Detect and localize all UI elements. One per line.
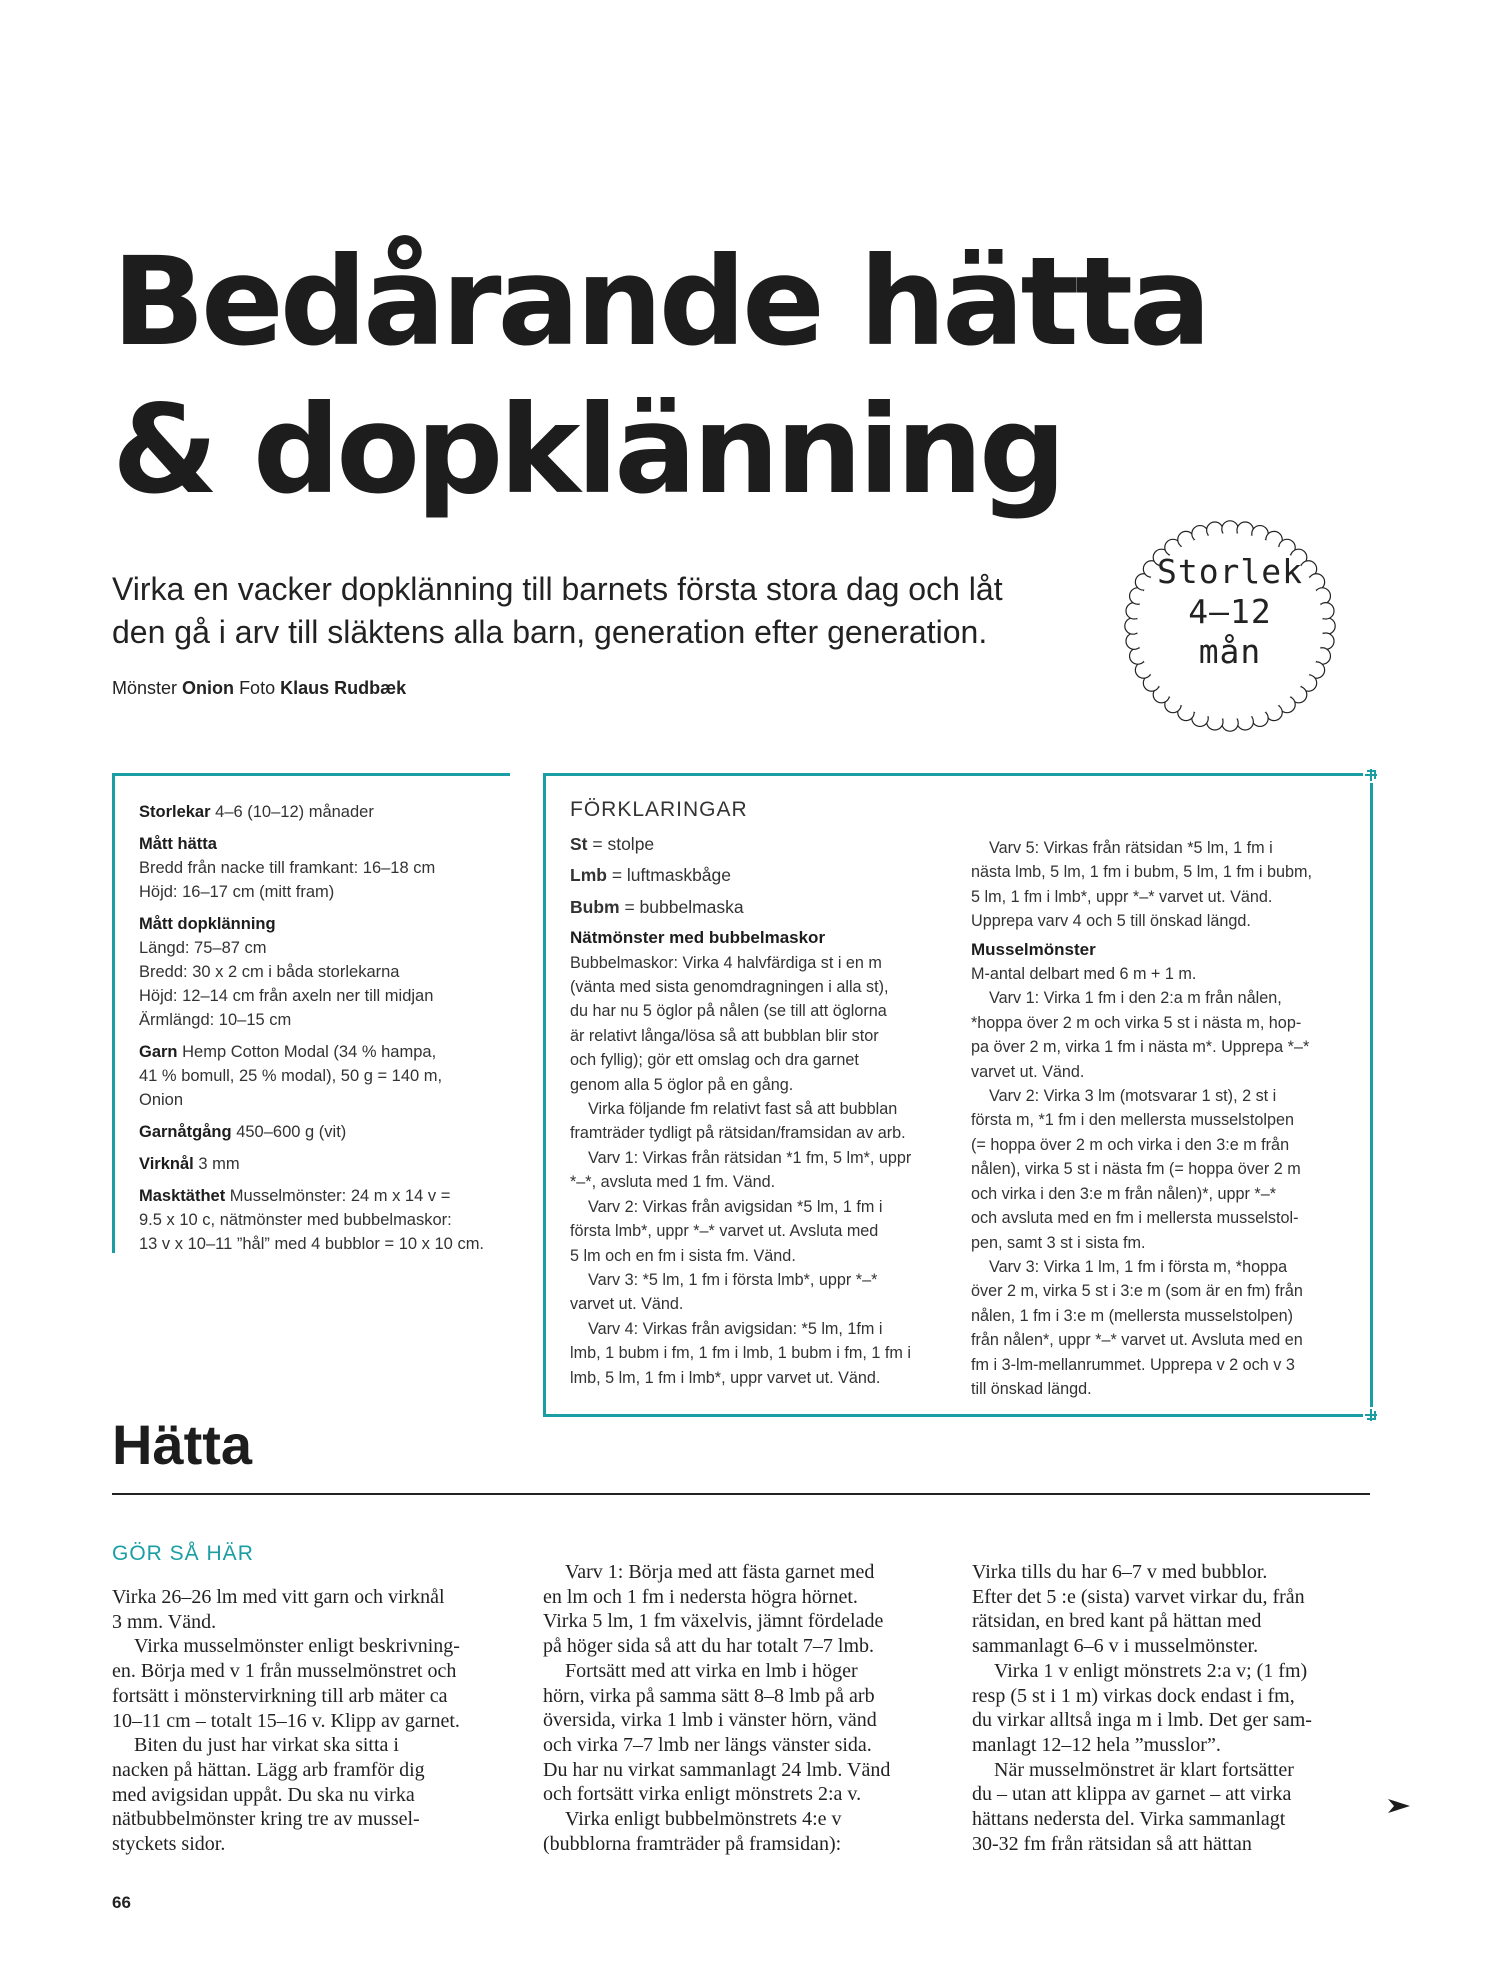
abbr-definition bbox=[570, 832, 935, 856]
text-line: fm i 3-lm-mellanrummet. Upprepa v 2 och v 3 bbox=[971, 1355, 1295, 1374]
abbr-meaning: = luftmaskbåge bbox=[611, 865, 731, 886]
text-line: pen, samt 3 st i sista fm. bbox=[971, 1233, 1146, 1252]
text-line: Virka enligt bubbelmönstrets 4:e v bbox=[565, 1808, 842, 1831]
text-line: (vänta med sista genomdragningen i alla st), bbox=[570, 978, 889, 997]
divider bbox=[112, 1493, 1370, 1495]
text-line: Virka tills du har 6–7 v med bubblor. bbox=[972, 1561, 1268, 1583]
continue-arrow-icon bbox=[1388, 1798, 1410, 1814]
body-paragraph bbox=[972, 1560, 1372, 1659]
abbr: Bubm bbox=[570, 896, 620, 917]
legend-box bbox=[543, 773, 1373, 1417]
text-line: är relativt långa/lösa så att bubblan blir stor bbox=[570, 1026, 879, 1045]
text-line: rätsidan, en bred kant på hättan med bbox=[972, 1610, 1262, 1633]
text-line: 5 lm och en fm i sista fm. Vänd. bbox=[570, 1246, 796, 1265]
text-line: Upprepa varv 4 och 5 till önskad längd. bbox=[971, 912, 1251, 931]
text-line: Varv 5: Virkas från rätsidan *5 lm, 1 fm i bbox=[989, 839, 1273, 857]
text-line: en lm och 1 fm i nedersta högra hörnet. bbox=[543, 1585, 858, 1608]
spec-line: Bredd: 30 x 2 cm i båda storlekarna bbox=[139, 963, 400, 981]
abbr-meaning: = bubbelmaska bbox=[624, 896, 744, 917]
text-line: 3 mm. Vänd. bbox=[112, 1610, 217, 1633]
spec-gauge bbox=[139, 1184, 510, 1256]
text-line: nätbubbelmönster kring tre av mussel- bbox=[112, 1808, 420, 1831]
legend-paragraph bbox=[570, 1146, 935, 1195]
abbr-meaning: = stolpe bbox=[592, 834, 655, 854]
text-line: Varv 1: Börja med att fästa garnet med bbox=[565, 1561, 875, 1583]
credits bbox=[112, 678, 406, 699]
text-line: på höger sida så att du har totalt 7–7 lmb. bbox=[543, 1635, 875, 1658]
legend-paragraph: M-antal delbart med 6 m + 1 m. bbox=[971, 965, 1197, 984]
pattern-label: Mönster bbox=[112, 678, 178, 698]
text-line: från nålen*, uppr *–* varvet ut. Avsluta med en bbox=[971, 1331, 1303, 1350]
legend-paragraph bbox=[570, 1097, 935, 1146]
text-line: styckets sidor. bbox=[112, 1833, 226, 1856]
legend-paragraph bbox=[570, 1195, 935, 1268]
legend-paragraph bbox=[971, 836, 1351, 934]
spec-line: Onion bbox=[139, 1091, 184, 1109]
instructions-label: GÖR SÅ HÄR bbox=[112, 1542, 254, 1565]
text-line: 10–11 cm – totalt 15–16 v. Klipp av garnet. bbox=[112, 1709, 460, 1732]
corner-ornament-icon bbox=[1362, 766, 1380, 784]
text-line: Virka följande fm relativt fast så att bubblan bbox=[588, 1100, 898, 1119]
legend-paragraph bbox=[971, 986, 1351, 1084]
text-line: 5 lm, 1 fm i lmb*, uppr *–* varvet ut. Vänd. bbox=[971, 887, 1273, 906]
spec-line: Musselmönster: 24 m x 14 v = bbox=[229, 1187, 451, 1205]
text-line: du har nu 5 öglor på nålen (se till att öglorna bbox=[570, 1002, 887, 1021]
text-line: Virka musselmönster enligt beskrivning- bbox=[134, 1635, 460, 1658]
text-line: Varv 3: *5 lm, 1 fm i första lmb*, uppr *–* bbox=[588, 1270, 878, 1289]
spec-yarn bbox=[139, 1040, 510, 1112]
text-line: Fortsätt med att virka en lmb i höger bbox=[565, 1659, 858, 1682]
abbr-definition bbox=[570, 863, 935, 887]
text-line: Virka 1 v enligt mönstrets 2:a v; (1 fm) bbox=[994, 1659, 1308, 1682]
text-line: (bubblorna framträder på framsidan): bbox=[543, 1832, 842, 1855]
text-line: första lmb*, uppr *–* varvet ut. Avsluta med bbox=[570, 1222, 879, 1241]
intro-text bbox=[112, 568, 1092, 654]
photo-label: Foto bbox=[239, 678, 276, 698]
text-line: Biten du just har virkat ska sitta i bbox=[134, 1734, 399, 1757]
text-line: *–*, avsluta med 1 fm. Vänd. bbox=[570, 1173, 776, 1192]
size-badge bbox=[1124, 552, 1336, 672]
title-line-2: & dopklänning bbox=[112, 379, 1063, 521]
text-line: översida, virka 1 lmb i vänster hörn, vänd bbox=[543, 1709, 877, 1732]
specs-box bbox=[112, 773, 510, 1253]
text-line: Varv 1: Virka 1 fm i den 2:a m från nålen, bbox=[989, 989, 1282, 1008]
spec-hat-measure bbox=[139, 832, 510, 904]
text-line: Varv 2: Virkas från avigsidan *5 lm, 1 fm i bbox=[588, 1197, 883, 1216]
text-line: nacken på hättan. Lägg arb framför dig bbox=[112, 1758, 425, 1781]
text-line: *hoppa över 2 m och virka 5 st i nästa m, hop- bbox=[971, 1013, 1302, 1032]
legend-column-left bbox=[570, 832, 935, 1390]
abbr: St bbox=[570, 834, 588, 854]
text-line: till önskad längd. bbox=[971, 1379, 1092, 1398]
spec-line: 41 % bomull, 25 % modal), 50 g = 140 m, bbox=[139, 1067, 443, 1085]
text-line: varvet ut. Vänd. bbox=[971, 1062, 1085, 1081]
text-line: Virka 5 lm, 1 fm växelvis, jämnt fördelade bbox=[543, 1610, 884, 1633]
text-line: genom alla 5 öglor på en gång. bbox=[570, 1075, 794, 1094]
text-line: Du har nu virkat sammanlagt 24 lmb. Vänd bbox=[543, 1758, 891, 1781]
intro-line: den gå i arv till släktens alla barn, generation efter generation. bbox=[112, 614, 988, 650]
spec-sizes bbox=[139, 800, 510, 824]
text-line: Efter det 5 :e (sista) varvet virkar du, från bbox=[972, 1585, 1305, 1608]
text-line: Varv 3: Virka 1 lm, 1 fm i första m, *hoppa bbox=[989, 1257, 1288, 1276]
text-line: sammanlagt 6–6 v i musselmönster. bbox=[972, 1635, 1259, 1658]
badge-line: Storlek bbox=[1156, 552, 1304, 591]
badge-line: mån bbox=[1198, 632, 1262, 671]
spec-hook bbox=[139, 1152, 510, 1176]
text-line: hättans nedersta del. Virka sammanlagt bbox=[972, 1808, 1286, 1831]
page-title bbox=[112, 228, 1262, 524]
intro-line: Virka en vacker dopklänning till barnets första stora dag och låt bbox=[112, 571, 1003, 607]
legend-title: FÖRKLARINGAR bbox=[570, 798, 748, 821]
spec-line: Höjd: 12–14 cm från axeln ner till midjan bbox=[139, 987, 434, 1005]
spec-value: 4–6 (10–12) månader bbox=[215, 803, 374, 821]
legend-paragraph bbox=[971, 1255, 1351, 1401]
text-line: och fyllig); gör ett omslag och dra garnet bbox=[570, 1051, 859, 1070]
spec-label: Virknål bbox=[139, 1155, 194, 1173]
body-column-2 bbox=[543, 1560, 943, 1856]
legend-column-right bbox=[971, 836, 1351, 1401]
spec-heading: Mått dopklänning bbox=[139, 915, 276, 933]
text-line: Varv 2: Virka 3 lm (motsvarar 1 st), 2 st i bbox=[989, 1087, 1277, 1106]
text-line: lmb, 1 bubm i fm, 1 fm i lmb, 1 bubm i fm, 1 fm i bbox=[570, 1344, 911, 1363]
text-line: framträder tydligt på rätsidan/framsidan av arb. bbox=[570, 1124, 906, 1143]
text-line: och fortsätt virka enligt mönstrets 2:a v. bbox=[543, 1783, 862, 1806]
spec-heading: Mått hätta bbox=[139, 835, 217, 853]
text-line: och virka 7–7 lmb ner längs vänster sida. bbox=[543, 1733, 872, 1756]
spec-dress-measure bbox=[139, 912, 510, 1032]
spec-line: Bredd från nacke till framkant: 16–18 cm bbox=[139, 859, 436, 877]
text-line: nålen), virka 5 st i nästa fm (= hoppa över 2 m bbox=[971, 1160, 1301, 1179]
spec-label: Garnåtgång bbox=[139, 1123, 232, 1141]
spec-consumption bbox=[139, 1120, 510, 1144]
badge-line: 4–12 bbox=[1188, 592, 1272, 631]
text-line: pa över 2 m, virka 1 fm i nästa m*. Upprepa *–* bbox=[971, 1038, 1310, 1057]
text-line: 30-32 fm från rätsidan så att hättan bbox=[972, 1832, 1252, 1855]
body-paragraph bbox=[112, 1733, 512, 1857]
legend-paragraph bbox=[570, 1317, 935, 1390]
spec-label: Masktäthet bbox=[139, 1187, 226, 1205]
spec-line: Ärmlängd: 10–15 cm bbox=[139, 1011, 292, 1029]
text-line: och virka i den 3:e m från nålen)*, uppr *–* bbox=[971, 1184, 1277, 1203]
text-line: fortsätt i mönstervirkning till arb mäter ca bbox=[112, 1684, 448, 1707]
body-column-1 bbox=[112, 1585, 512, 1857]
text-line: När musselmönstret är klart fortsätter bbox=[994, 1758, 1294, 1781]
body-paragraph bbox=[543, 1659, 943, 1807]
spec-line: Längd: 75–87 cm bbox=[139, 939, 267, 957]
text-line: du virkar alltså inga m i lmb. Det ger sam- bbox=[972, 1709, 1312, 1732]
spec-value: 3 mm bbox=[198, 1155, 240, 1173]
text-line: varvet ut. Vänd. bbox=[570, 1295, 684, 1314]
text-line: hörn, virka på samma sätt 8–8 lmb på arb bbox=[543, 1684, 875, 1707]
text-line: över 2 m, virka 5 st i 3:e m (som är en fm) från bbox=[971, 1282, 1303, 1301]
text-line: manlagt 12–12 hela ”musslor”. bbox=[972, 1733, 1221, 1756]
spec-label: Storlekar bbox=[139, 803, 211, 821]
legend-subheading: Musselmönster bbox=[971, 939, 1096, 959]
body-paragraph bbox=[543, 1807, 943, 1856]
spec-line: 9.5 x 10 c, nätmönster med bubbelmaskor: bbox=[139, 1211, 452, 1229]
spec-line: Höjd: 16–17 cm (mitt fram) bbox=[139, 883, 335, 901]
page-number: 66 bbox=[112, 1893, 131, 1912]
body-paragraph bbox=[112, 1634, 512, 1733]
text-line: Bubbelmaskor: Virka 4 halvfärdiga st i en m bbox=[570, 953, 882, 972]
photographer: Klaus Rudbæk bbox=[280, 678, 407, 698]
text-line: Varv 1: Virkas från rätsidan *1 fm, 5 lm*, uppr bbox=[588, 1148, 912, 1167]
abbr: Lmb bbox=[570, 865, 607, 886]
text-line: (= hoppa över 2 m och virka i den 3:e m från bbox=[971, 1135, 1290, 1154]
abbr-definition bbox=[570, 895, 935, 919]
legend-paragraph bbox=[971, 1084, 1351, 1255]
text-line: och avsluta med en fm i mellersta musselstol- bbox=[971, 1209, 1299, 1228]
body-paragraph bbox=[543, 1560, 943, 1659]
spec-line: Hemp Cotton Modal (34 % hampa, bbox=[182, 1043, 437, 1061]
text-line: nålen, 1 fm i 3:e m (mellersta musselstolpen) bbox=[971, 1306, 1294, 1325]
text-line: Virka 26–26 lm med vitt garn och virknål bbox=[112, 1586, 445, 1608]
legend-subheading: Nätmönster med bubbelmaskor bbox=[570, 928, 826, 948]
spec-value: 450–600 g (vit) bbox=[236, 1123, 347, 1141]
text-line: första m, *1 fm i den mellersta musselstolpen bbox=[971, 1111, 1294, 1130]
body-paragraph bbox=[112, 1585, 512, 1634]
text-line: resp (5 st i 1 m) virkas dock endast i fm, bbox=[972, 1684, 1295, 1707]
body-column-3 bbox=[972, 1560, 1372, 1856]
corner-ornament-icon bbox=[1362, 1406, 1380, 1424]
text-line: en. Börja med v 1 från musselmönstret och bbox=[112, 1660, 457, 1683]
legend-paragraph bbox=[570, 951, 935, 1097]
section-heading: Hätta bbox=[112, 1413, 253, 1476]
text-line: nästa lmb, 5 lm, 1 fm i bubm, 5 lm, 1 fm i bubm, bbox=[971, 863, 1312, 882]
text-line: Varv 4: Virkas från avigsidan: *5 lm, 1fm i bbox=[588, 1319, 883, 1338]
spec-line: 13 v x 10–11 ”hål” med 4 bubblor = 10 x 10 cm. bbox=[139, 1235, 485, 1253]
body-paragraph bbox=[972, 1659, 1372, 1758]
text-line: lmb, 5 lm, 1 fm i lmb*, uppr varvet ut. Vänd. bbox=[570, 1368, 881, 1387]
title-line-1: Bedårande hätta bbox=[112, 231, 1208, 373]
legend-paragraph bbox=[570, 1268, 935, 1317]
pattern-author: Onion bbox=[182, 678, 235, 698]
text-line: med avigsidan uppåt. Du ska nu virka bbox=[112, 1783, 415, 1806]
spec-label: Garn bbox=[139, 1043, 178, 1061]
text-line: du – utan att klippa av garnet – att virka bbox=[972, 1783, 1292, 1806]
body-paragraph bbox=[972, 1758, 1372, 1857]
